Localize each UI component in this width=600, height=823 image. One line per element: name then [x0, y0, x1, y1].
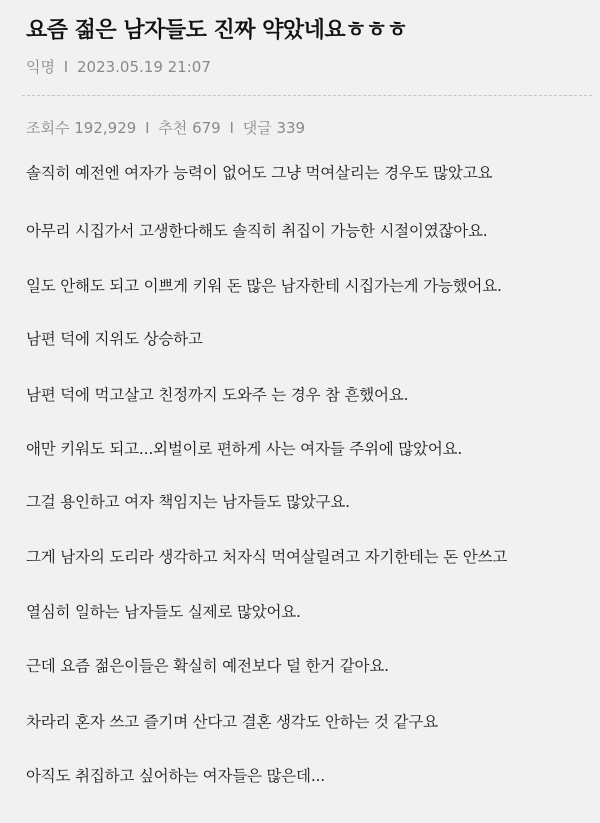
body-line: 차라리 혼자 쓰고 즐기며 산다고 결혼 생각도 안하는 것 같구요 [26, 713, 438, 731]
body-line: 남편 덕에 먹고살고 친정까지 도와주 는 경우 참 흔했어요. [26, 386, 409, 404]
post-meta [26, 56, 211, 77]
body-line: 아무리 시집가서 고생한다해도 솔직히 취집이 가능한 시절이였잖아요. [26, 222, 488, 240]
body-line: 남편 덕에 지위도 상승하고 [26, 330, 203, 348]
stats-separator: I [145, 119, 150, 137]
author-name[interactable]: 익명 [26, 58, 55, 76]
recommend-label: 추천 [158, 119, 188, 137]
body-line: 그걸 용인하고 여자 책임지는 남자들도 많았구요. [26, 493, 350, 511]
body-line: 솔직히 예전엔 여자가 능력이 없어도 그냥 먹여살리는 경우도 많았고요 [26, 164, 493, 182]
body-line: 아직도 취집하고 싶어하는 여자들은 많은데... [26, 767, 326, 785]
post-stats [26, 117, 305, 138]
meta-separator: I [63, 58, 69, 76]
header-divider [22, 95, 592, 96]
body-line: 일도 안해도 되고 이쁘게 키워 돈 많은 남자한테 시집가는게 가능했어요. [26, 277, 502, 295]
views-label: 조회수 [26, 119, 70, 137]
body-line: 열심히 일하는 남자들도 실제로 많았어요. [26, 603, 301, 621]
recommend-count: 679 [192, 119, 221, 137]
body-line: 그게 남자의 도리라 생각하고 처자식 먹여살릴려고 자기한테는 돈 안쓰고 [26, 548, 508, 566]
post-title: 요즘 젊은 남자들도 진짜 약았네요ㅎㅎㅎ [26, 18, 408, 43]
body-line: 근데 요즘 젊은이들은 확실히 예전보다 덜 한거 같아요. [26, 657, 389, 675]
comments-count[interactable]: 339 [276, 119, 306, 137]
stats-separator: I [229, 119, 234, 137]
post-datetime: 2023.05.19 21:07 [76, 58, 211, 76]
views-count: 192,929 [74, 119, 137, 137]
comments-label[interactable]: 댓글 [242, 119, 272, 137]
body-line: 애만 키워도 되고...외벌이로 편하게 사는 여자들 주위에 많았어요. [26, 440, 463, 458]
